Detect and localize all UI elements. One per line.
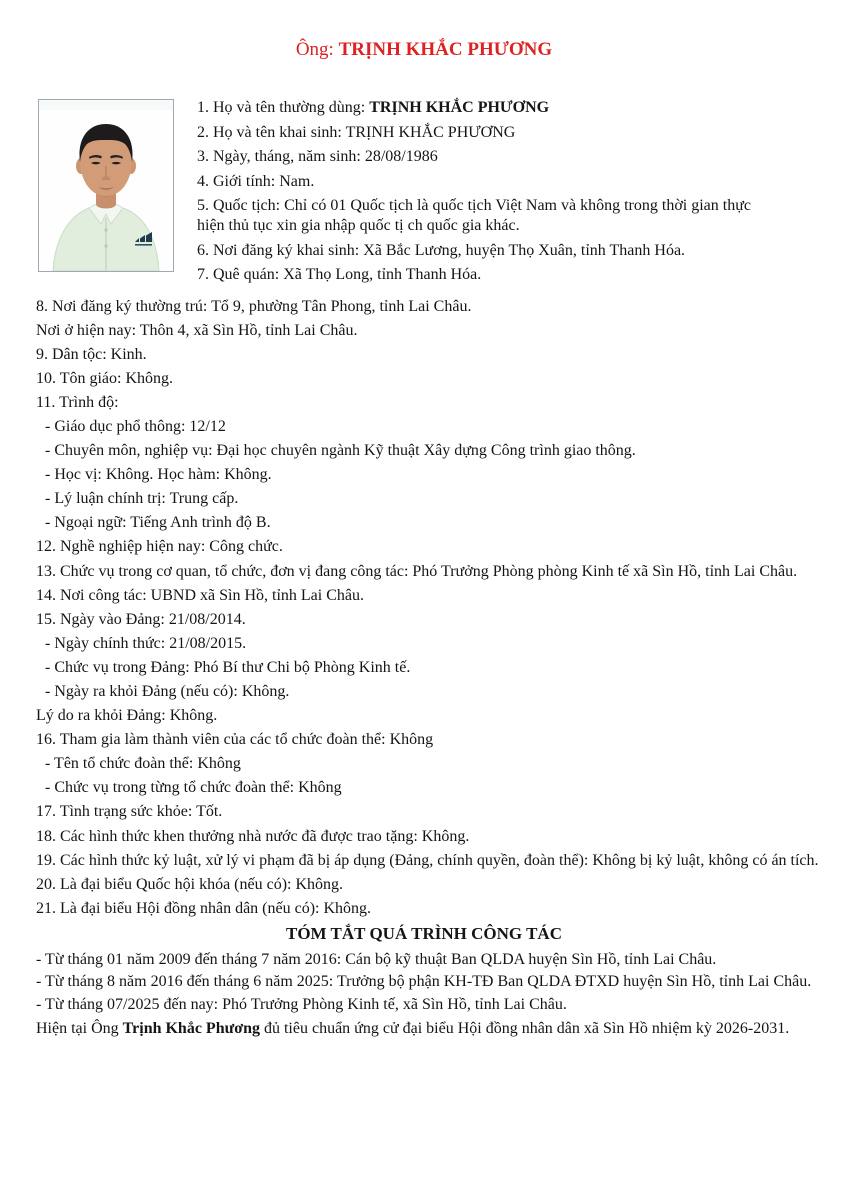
list-item-11-degree: - Học vị: Không. Học hàm: Không. — [45, 466, 272, 484]
list-item-21: 21. Là đại biểu Hội đồng nhân dân (nếu có): Không. — [36, 899, 372, 917]
list-item-11: 11. Trình độ: — [36, 393, 119, 411]
list-item-7: 7. Quê quán: Xã Thọ Long, tỉnh Thanh Hóa. — [197, 266, 482, 283]
career-item-2: - Từ tháng 8 năm 2016 đến tháng 6 năm 2025: Trưởng bộ phận KH-TĐ Ban QLDA ĐTXD huyện Sìn Hồ, tỉnh Lai Châu. — [36, 973, 812, 991]
career-history-list — [0, 950, 848, 1039]
list-item-11-education: - Giáo dục phổ thông: 12/12 — [45, 417, 226, 435]
list-item-15-leave-reason: Lý do ra khỏi Đảng: Không. — [36, 707, 218, 725]
list-item-9: 9. Dân tộc: Kinh. — [36, 345, 147, 363]
list-item-3: 3. Ngày, tháng, năm sinh: 28/08/1986 — [197, 148, 438, 165]
portrait-photo — [38, 99, 174, 272]
list-item-10: 10. Tôn giáo: Không. — [36, 369, 174, 387]
personal-info-list — [197, 97, 769, 290]
portrait-photo-drawing — [39, 100, 173, 271]
list-item-15-party-position: - Chức vụ trong Đảng: Phó Bí thư Chi bộ Phòng Kinh tế. — [45, 658, 411, 676]
list-item-5: 5. Quốc tịch: Chỉ có 01 Quốc tịch là quốc tịch Việt Nam và không trong thời gian thực hiện thủ tục xin gia nhập quốc tị ch quốc gia khác. — [197, 197, 751, 234]
list-item-16-org-name: - Tên tổ chức đoàn thể: Không — [45, 755, 241, 773]
title-candidate-name: TRỊNH KHẮC PHƯƠNG — [338, 39, 553, 60]
closing-suffix: đủ tiêu chuẩn ứng cử đại biểu Hội đồng nhân dân xã Sìn Hồ nhiệm kỳ 2026-2031. — [259, 1019, 790, 1037]
page-title — [0, 0, 848, 62]
list-item-1 — [197, 98, 769, 118]
list-item-current-residence: Nơi ở hiện nay: Thôn 4, xã Sìn Hồ, tỉnh Lai Châu. — [36, 321, 358, 339]
list-item-8: 8. Nơi đăng ký thường trú: Tổ 9, phường Tân Phong, tỉnh Lai Châu. — [36, 297, 472, 315]
top-section — [0, 62, 848, 290]
list-item-19: 19. Các hình thức kỷ luật, xử lý vi phạm đã bị áp dụng (Đảng, chính quyền, đoàn thể): Không bị kỷ luật, không có án tích. — [36, 851, 819, 869]
list-item-11-politics: - Lý luận chính trị: Trung cấp. — [45, 490, 239, 508]
list-item-2: 2. Họ và tên khai sinh: TRỊNH KHẮC PHƯƠNG — [197, 123, 516, 141]
list-item-18: 18. Các hình thức khen thưởng nhà nước đã được trao tặng: Không. — [36, 827, 470, 845]
list-item-16: 16. Tham gia làm thành viên của các tổ chức đoàn thể: Không — [36, 731, 434, 749]
item-1-name-bold: TRỊNH KHẮC PHƯƠNG — [369, 99, 550, 116]
list-item-16-org-position: - Chức vụ trong từng tổ chức đoàn thể: Không — [45, 779, 342, 797]
list-item-17: 17. Tình trạng sức khỏe: Tốt. — [36, 803, 223, 821]
list-item-13: 13. Chức vụ trong cơ quan, tổ chức, đơn vị đang công tác: Phó Trưởng Phòng phòng Kinh tế xã Sìn Hồ, tỉnh Lai Châu. — [36, 562, 798, 580]
list-item-14: 14. Nơi công tác: UBND xã Sìn Hồ, tỉnh Lai Châu. — [36, 586, 364, 604]
detail-info-list — [0, 290, 848, 920]
closing-statement — [36, 1019, 844, 1039]
list-item-15-left-party: - Ngày ra khỏi Đảng (nếu có): Không. — [45, 683, 290, 700]
closing-prefix: Hiện tại Ông — [36, 1019, 123, 1037]
career-item-3: - Từ tháng 07/2025 đến nay: Phó Trưởng Phòng Kinh tế, xã Sìn Hồ, tỉnh Lai Châu. — [36, 995, 567, 1013]
career-item-1: - Từ tháng 01 năm 2009 đến tháng 7 năm 2016: Cán bộ kỹ thuật Ban QLDA huyện Sìn Hồ, tỉnh Lai Châu. — [36, 950, 717, 968]
title-honorific: Ông: — [295, 39, 339, 60]
closing-candidate-name: Trịnh Khắc Phương — [122, 1019, 260, 1037]
list-item-20: 20. Là đại biểu Quốc hội khóa (nếu có): Không. — [36, 875, 344, 893]
list-item-12: 12. Nghề nghiệp hiện nay: Công chức. — [36, 538, 283, 556]
list-item-6: 6. Nơi đăng ký khai sinh: Xã Bắc Lương, huyện Thọ Xuân, tỉnh Thanh Hóa. — [197, 241, 686, 259]
list-item-15-official-date: - Ngày chính thức: 21/08/2015. — [45, 634, 247, 652]
item-1-label: 1. Họ và tên thường dùng: — [197, 99, 370, 116]
section-heading-career-summary: TÓM TẮT QUÁ TRÌNH CÔNG TÁC — [286, 923, 562, 943]
list-item-15: 15. Ngày vào Đảng: 21/08/2014. — [36, 610, 246, 628]
list-item-4: 4. Giới tính: Nam. — [197, 172, 315, 190]
list-item-11-profession: - Chuyên môn, nghiệp vụ: Đại học chuyên ngành Kỹ thuật Xây dựng Công trình giao thông. — [45, 442, 636, 460]
list-item-11-language: - Ngoại ngữ: Tiếng Anh trình độ B. — [45, 514, 271, 532]
